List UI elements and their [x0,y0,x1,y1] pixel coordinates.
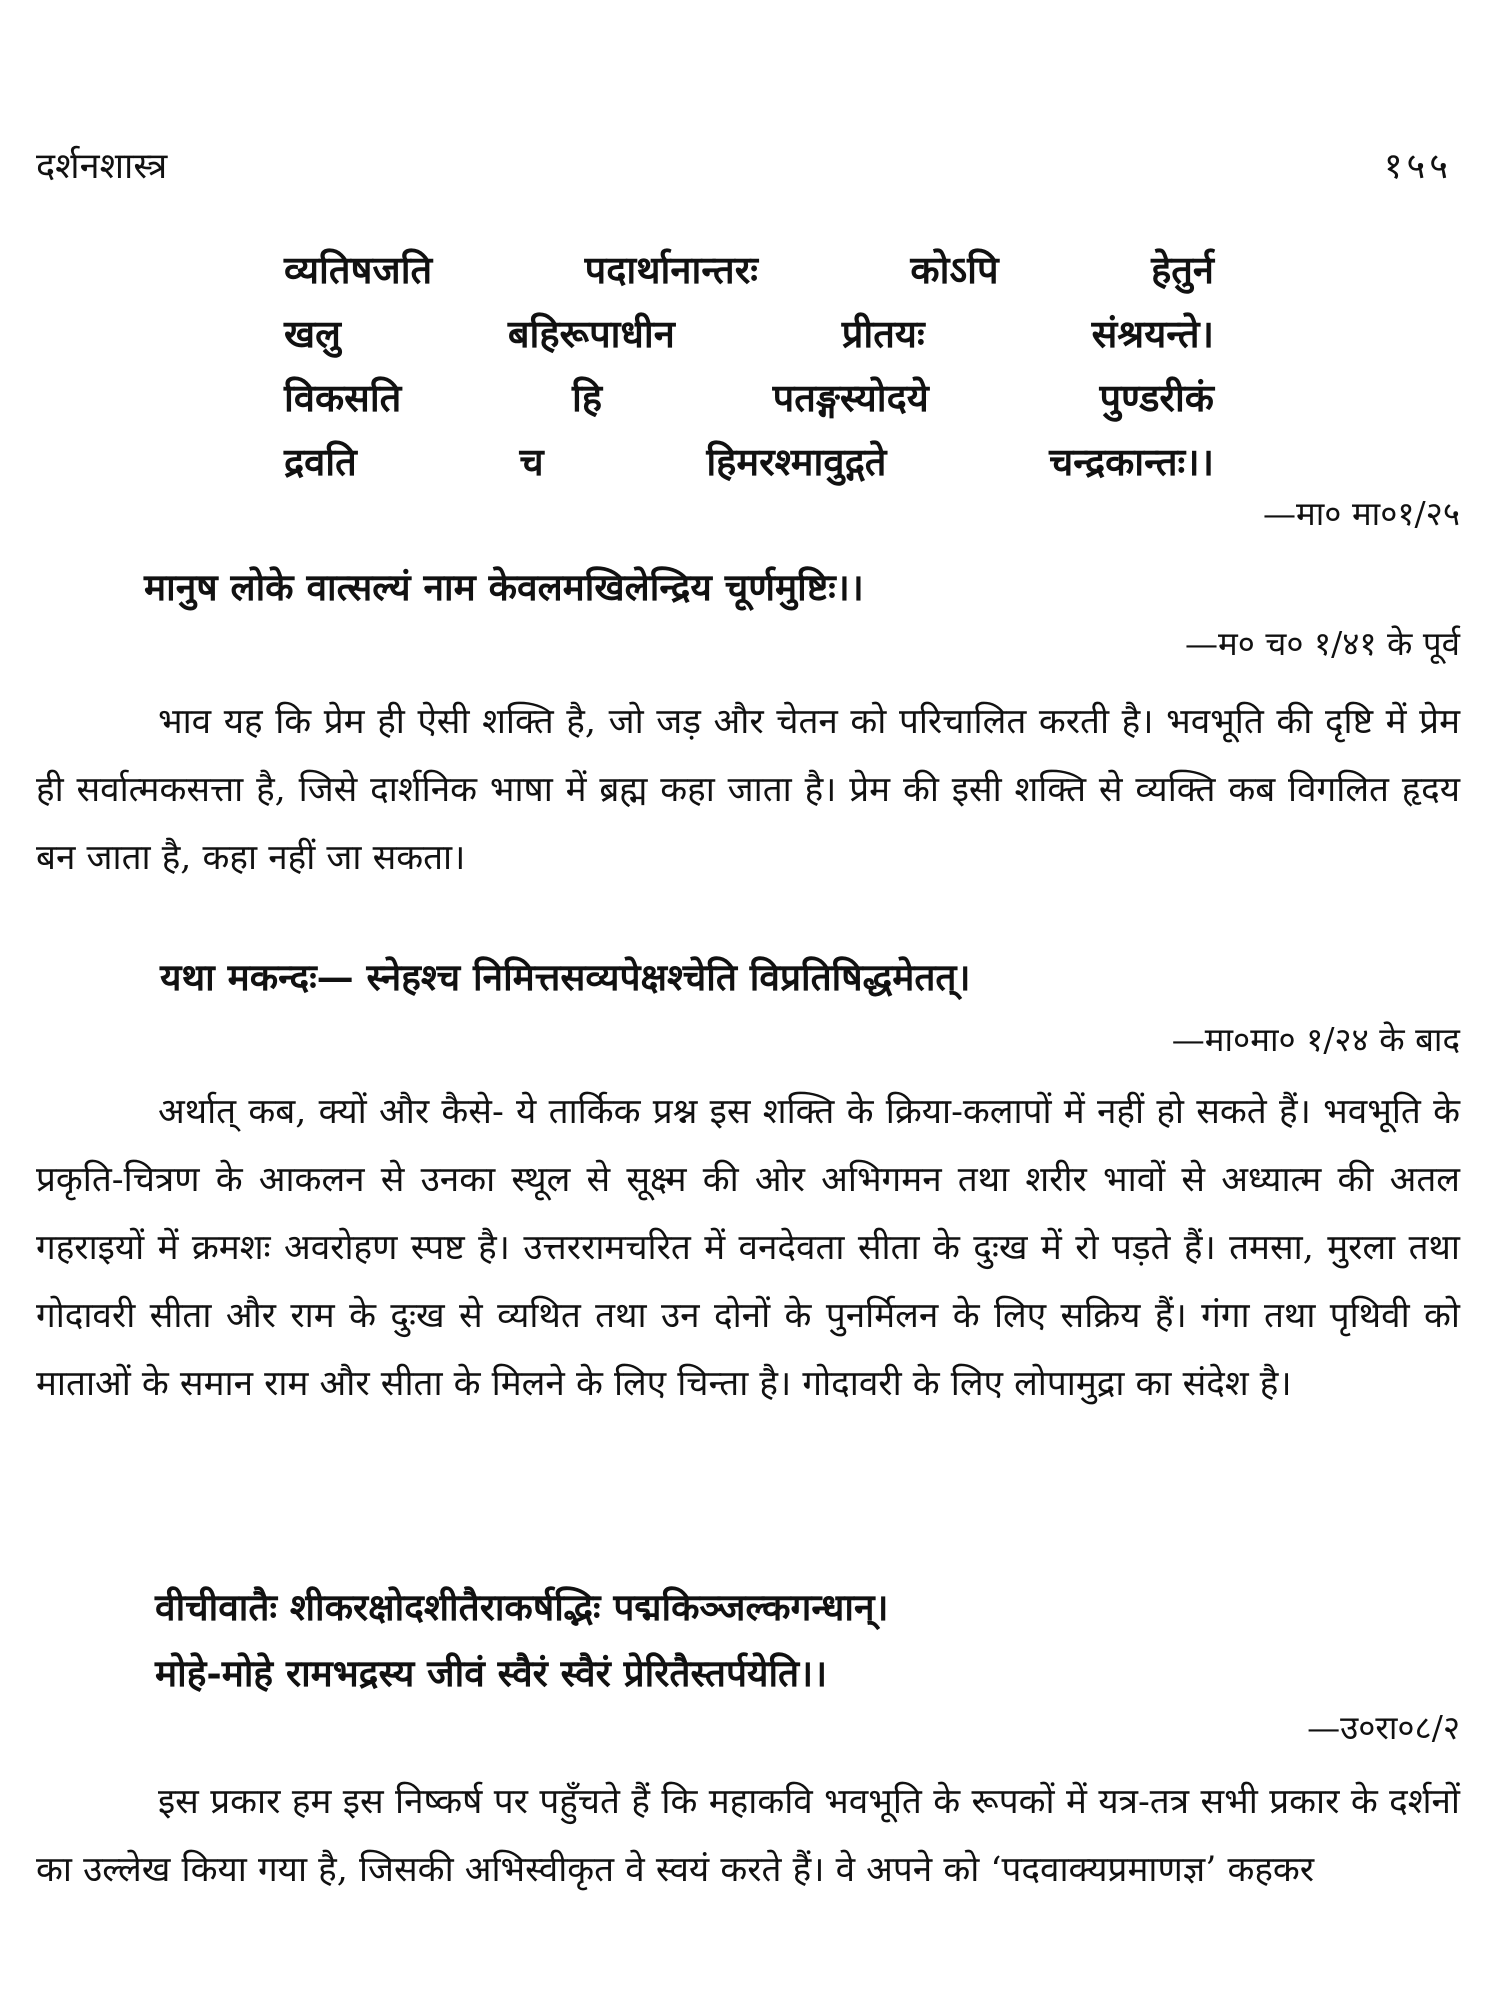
verse-block-2 [155,1574,1335,1706]
verse-line: खलु बहिरूपाधीन प्रीतयः संश्रयन्ते। [284,311,1214,356]
paragraph-1 [36,688,1460,892]
verse-1-citation: —मा० मा०१/२५ [1263,494,1460,533]
paragraph-3-text: इस प्रकार हम इस निष्कर्ष पर पहुँचते हैं कि महाकवि भवभूति के रूपकों में यत्र-तत्र सभी प्रकार के दर्शनों का उल्लेख किया गया है, जिसकी अभिस्वीकृत वे स्वयं करते हैं। वे अपने को ‘पदवाक्यप्रमाणज्ञ’ कहकर [36,1782,1460,1890]
page-header [36,140,1452,200]
paragraph-3 [36,1768,1460,1904]
verse-block-1 [284,238,1214,494]
verse-line: वीचीवातैः शीकरक्षोदशीतैराकर्षद्भिः पद्मकिञ्जल्कगन्धान्। [155,1585,889,1629]
paragraph-2-text: अर्थात् कब, क्यों और कैसे- ये तार्किक प्रश्न इस शक्ति के क्रिया-कलापों में नहीं हो सकते हैं। भवभूति के प्रकृति-चित्रण के आकलन से उनका स्थूल से सूक्ष्म की ओर अभिगमन तथा शरीर भावों से अध्यात्म की अतल गहराइयों में क्रमशः अवरोहण स्पष्ट है। उत्तररामचरित में वनदेवता सीता के दुःख में रो पड़ते हैं। तमसा, मुरला तथा गोदावरी सीता और राम के दुःख से व्यथित तथा उन दोनों के पुनर्मिलन के लिए सक्रिय हैं। गंगा तथा पृथिवी को माताओं के समान राम और सीता के मिलने के लिए चिन्ता है। गोदावरी के लिए लोपामुद्रा का संदेश है। [36,1092,1460,1404]
verse-line: मोहे-मोहे रामभद्रस्य जीवं स्वैरं स्वैरं प्रेरितैस्तर्पयेति।। [155,1651,828,1695]
quote-2: यथा मकन्दः— स्नेहश्च निमित्तसव्यपेक्षश्चेति विप्रतिषिद्धमेतत्। [160,955,971,999]
quote-1-citation: —म० च० १/४१ के पूर्व [1184,624,1460,663]
quote-2-citation: —मा०मा० १/२४ के बाद [1171,1020,1460,1059]
paragraph-1-text: भाव यह कि प्रेम ही ऐसी शक्ति है, जो जड़ और चेतन को परिचालित करती है। भवभूति की दृष्टि में प्रेम ही सर्वात्मकसत्ता है, जिसे दार्शनिक भाषा में ब्रह्म कहा जाता है। प्रेम की इसी शक्ति से व्यक्ति कब विगलित हृदय बन जाता है, कहा नहीं जा सकता। [36,702,1460,878]
verse-line: व्यतिषजति पदार्थानान्तरः कोऽपि हेतुर्न [284,247,1214,292]
verse-line: द्रवति च हिमरश्मावुद्गते चन्द्रकान्तः।। [284,439,1214,484]
verse-2-citation: —उ०रा०८/२ [1307,1708,1460,1747]
verse-line: विकसति हि पतङ्गस्योदये पुण्डरीकं [284,375,1214,420]
page-number: १५५ [1383,146,1452,187]
running-head: दर्शनशास्त्र [36,146,168,187]
paragraph-2 [36,1078,1460,1418]
quote-1: मानुष लोके वात्सल्यं नाम केवलमखिलेन्द्रिय चूर्णमुष्टिः।। [144,565,864,609]
